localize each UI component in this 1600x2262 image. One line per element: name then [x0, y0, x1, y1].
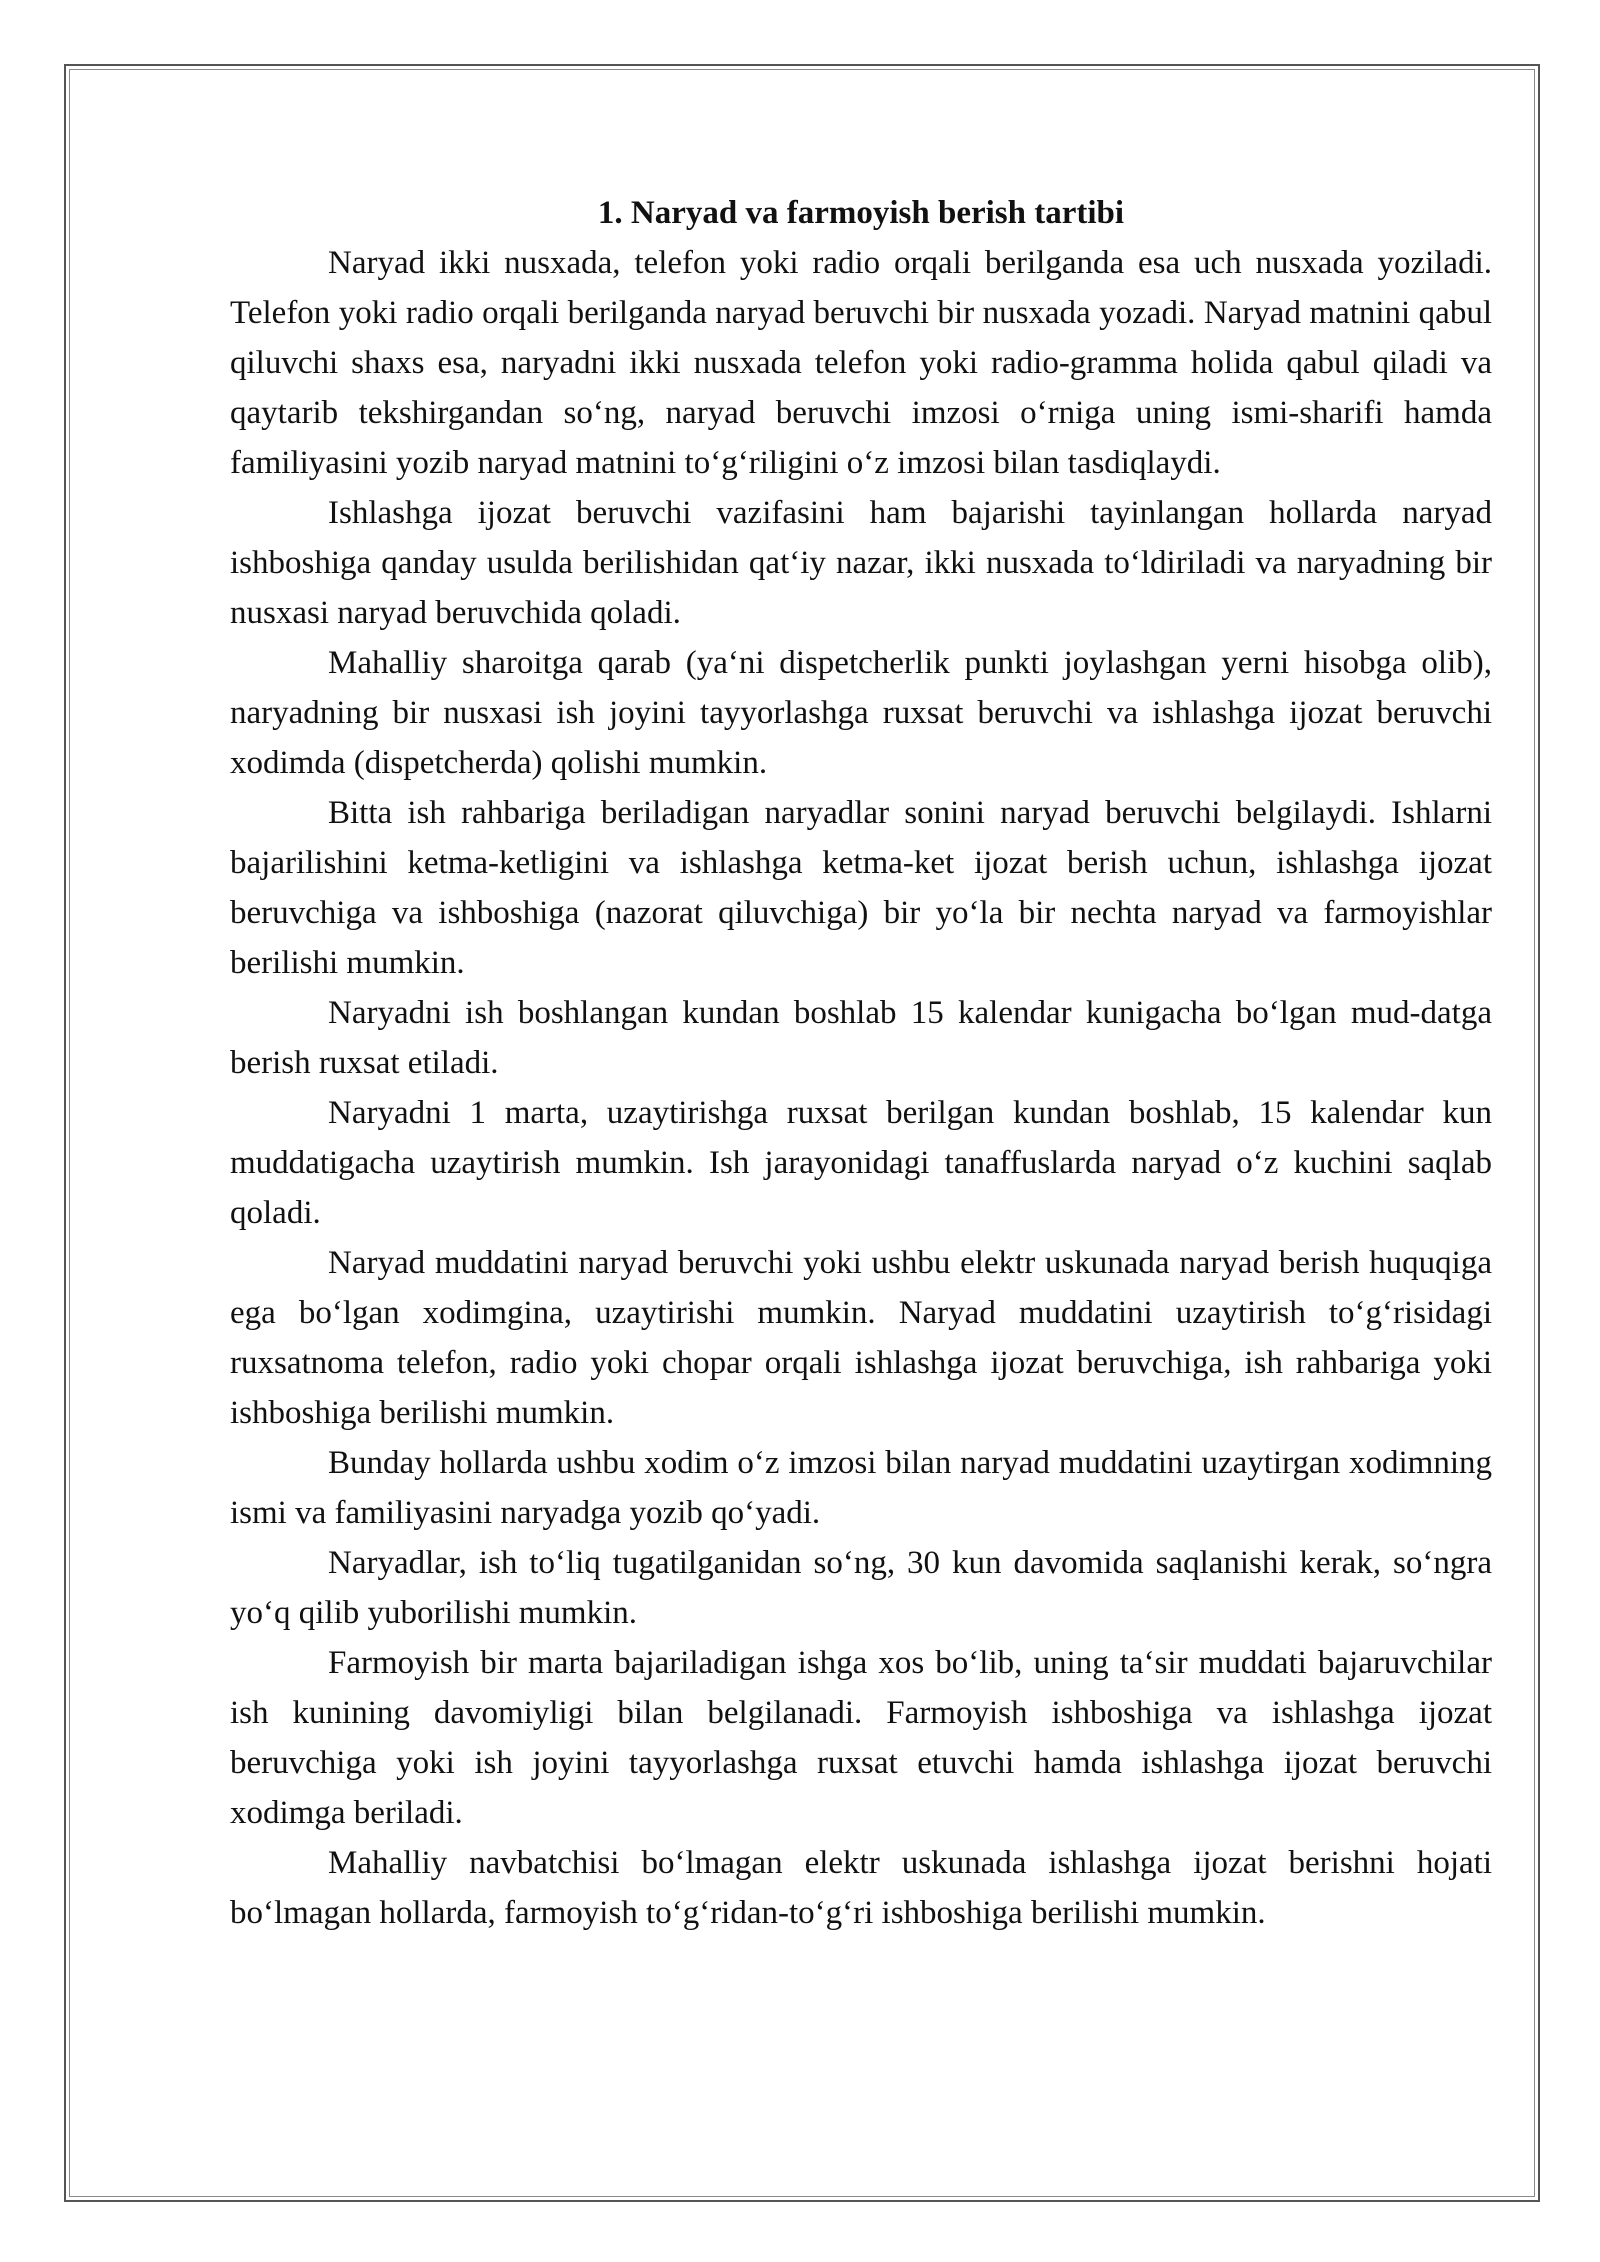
section-title: 1. Naryad va farmoyish berish tartibi — [597, 195, 1125, 231]
document-body — [230, 188, 1492, 1938]
paragraph-3: Mahalliy sharoitga qarab (ya‘ni dispetcherlik punkti joylashgan yerni hisobga olib), naryadning bir nusxasi ish joyini tayyorlashga ruxsat beruvchi va ishlashga ijozat beruvchi xodimda (dispetcherda) qolishi mumkin. — [230, 645, 1492, 781]
paragraph-9: Naryadlar, ish to‘liq tugatilganidan so‘ng, 30 kun davomida saqlanishi kerak, so‘ngra yo‘q qilib yuborilishi mumkin. — [230, 1545, 1492, 1631]
paragraph-1: Naryad ikki nusxada, telefon yoki radio orqali berilganda esa uch nusxada yoziladi. Telefon yoki radio orqali berilganda naryad beruvchi bir nusxada yozadi. Naryad matnini qabul qiluvchi shaxs esa, naryadni ikki nusxada telefon yoki radio-gramma holida qabul qiladi va qaytarib tekshirgandan so‘ng, naryad beruvchi imzosi o‘rniga uning ismi-sharifi hamda familiyasini yozib naryad matnini to‘g‘riligini o‘z imzosi bilan tasdiqlaydi. — [230, 245, 1492, 481]
paragraph-2: Ishlashga ijozat beruvchi vazifasini ham bajarishi tayinlangan hollarda naryad ishboshiga qanday usulda berilishidan qat‘iy nazar, ikki nusxada to‘ldiriladi va naryadning bir nusxasi naryad beruvchida qoladi. — [230, 495, 1492, 631]
paragraph-10: Farmoyish bir marta bajariladigan ishga xos bo‘lib, uning ta‘sir muddati bajaruvchilar ish kunining davomiyligi bilan belgilanadi. Farmoyish ishboshiga va ishlashga ijozat beruvchiga yoki ish joyini tayyorlashga ruxsat etuvchi hamda ishlashga ijozat beruvchi xodimga beriladi. — [230, 1645, 1492, 1831]
paragraph-8: Bunday hollarda ushbu xodim o‘z imzosi bilan naryad muddatini uzaytirgan xodimning ismi va familiyasini naryadga yozib qo‘yadi. — [230, 1445, 1492, 1531]
paragraph-4: Bitta ish rahbariga beriladigan naryadlar sonini naryad beruvchi belgilaydi. Ishlarni bajarilishini ketma-ketligini va ishlashga ketma-ket ijozat berish uchun, ishlashga ijozat beruvchiga va ishboshiga (nazorat qiluvchiga) bir yo‘la bir nechta naryad va farmoyishlar berilishi mumkin. — [230, 795, 1492, 981]
paragraph-5: Naryadni ish boshlangan kundan boshlab 15 kalendar kunigacha bo‘lgan mud-datga berish ruxsat etiladi. — [230, 995, 1492, 1081]
paragraph-6: Naryadni 1 marta, uzaytirishga ruxsat berilgan kundan boshlab, 15 kalendar kun muddatigacha uzaytirish mumkin. Ish jarayonidagi tanaffuslarda naryad o‘z kuchini saqlab qoladi. — [230, 1095, 1492, 1231]
paragraph-7: Naryad muddatini naryad beruvchi yoki ushbu elektr uskunada naryad berish huquqiga ega bo‘lgan xodimgina, uzaytirishi mumkin. Naryad muddatini uzaytirish to‘g‘risidagi ruxsatnoma telefon, radio yoki chopar orqali ishlashga ijozat beruvchiga, ish rahbariga yoki ishboshiga berilishi mumkin. — [230, 1245, 1492, 1431]
paragraph-11: Mahalliy navbatchisi bo‘lmagan elektr uskunada ishlashga ijozat berishni hojati bo‘lmagan hollarda, farmoyish to‘g‘ridan-to‘g‘ri ishboshiga berilishi mumkin. — [230, 1845, 1492, 1931]
